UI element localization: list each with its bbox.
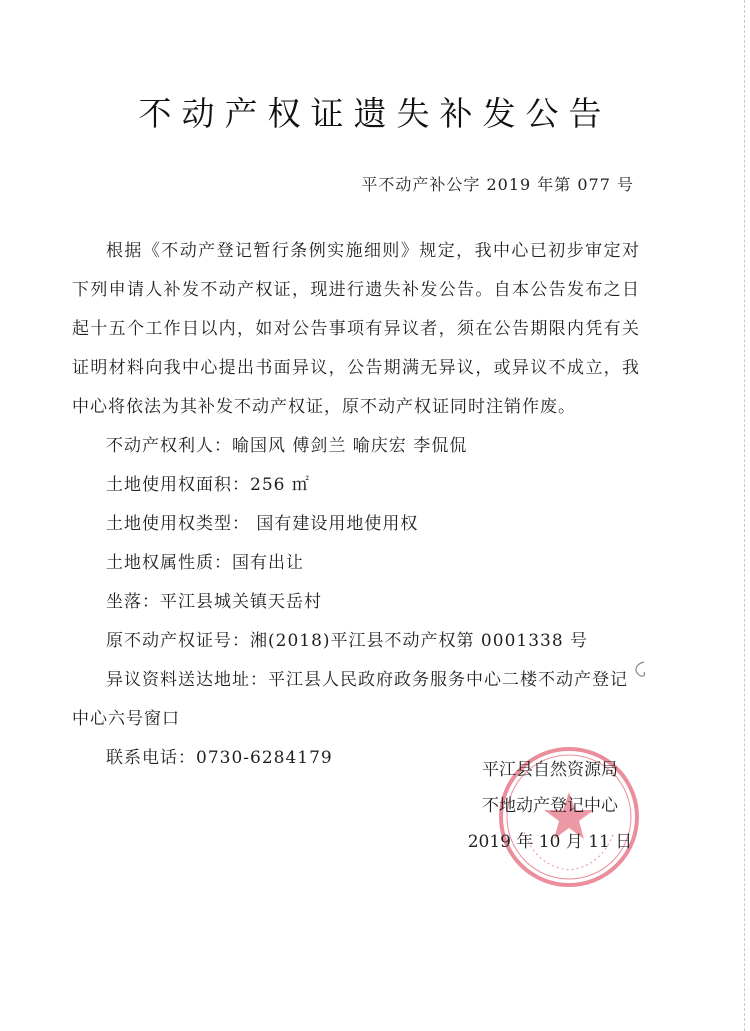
issuer-bureau: 平江县自然资源局 — [482, 760, 618, 780]
right-type-line: 土地使用权类型： 国有建设用地使用权 — [106, 514, 419, 534]
intro-paragraph: 根据《不动产登记暂行条例实施细则》规定，我中心已初步审定对下列申请人补发不动产权证，现进行遗失补发公告。自本公告发布之日起十五个工作日以内，如对公告事项有异议者，须在公告期限内凭有关证明材料向我中心提出书面异议，公告期满无异议，或异议不成立，我中心将依法为其补发不动产权证，原不动产权证同时注销作废。 — [72, 241, 640, 417]
page-edge-line — [744, 0, 748, 1031]
location-line: 坐落：平江县城关镇天岳村 — [106, 592, 322, 612]
document-number: 平不动产补公字 2019 年第 077 号 — [361, 175, 634, 194]
owners-line: 不动产权利人：喻国风 傅剑兰 喻庆宏 李侃侃 — [106, 436, 468, 456]
area-line: 土地使用权面积：256 ㎡ — [106, 475, 310, 495]
pen-mark-icon — [630, 660, 650, 682]
issue-date: 2019 年 10 月 11 日 — [467, 832, 633, 852]
land-nature-line: 土地权属性质：国有出让 — [106, 553, 304, 573]
original-cert-line: 原不动产权证号：湘(2018)平江县不动产权第 0001338 号 — [106, 631, 589, 651]
issuer-center: 不地动产登记中心 — [482, 796, 618, 816]
phone-line: 联系电话：0730-6284179 — [106, 748, 333, 768]
page-title: 不动产权证遗失补发公告 — [138, 94, 612, 133]
notice-body — [72, 232, 640, 778]
signature-block — [430, 752, 670, 860]
objection-address-line: 异议资料送达地址：平江县人民政府政务服务中心二楼不动产登记中心六号窗口 — [72, 670, 628, 729]
